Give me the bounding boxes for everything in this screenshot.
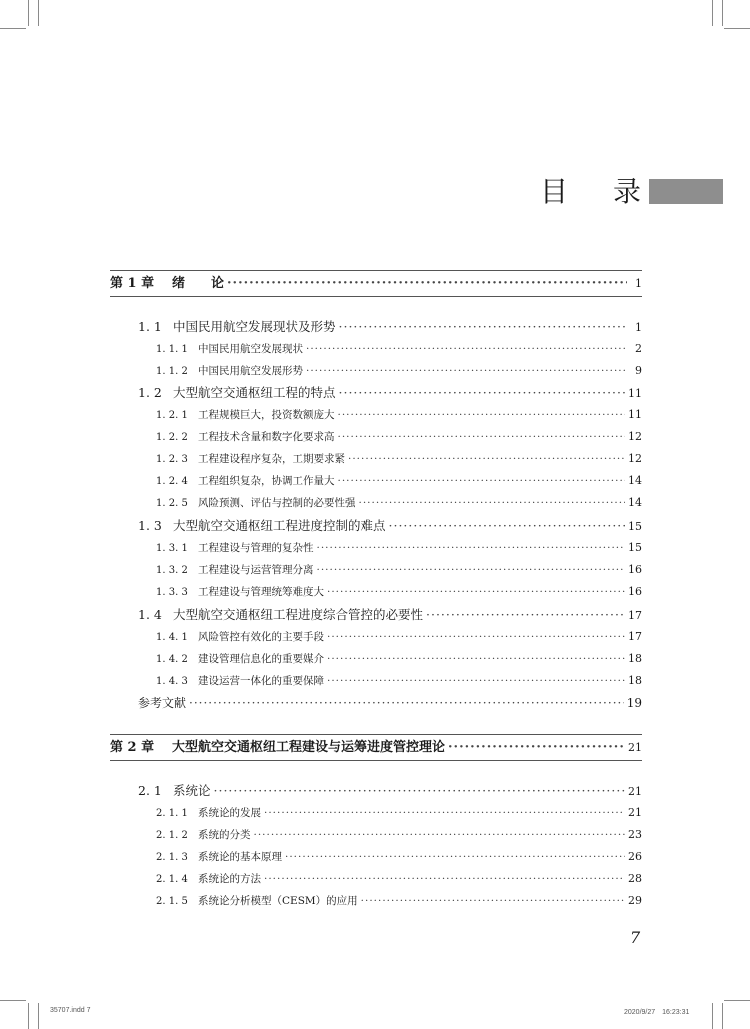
section-number: 1. 4 [138,607,162,622]
toc-subsection-entry[interactable] [110,537,642,559]
crop-mark [38,0,39,26]
leader-dots [264,802,625,824]
toc-section-entry[interactable] [110,316,642,338]
page-ref: 11 [628,408,642,421]
chapter-number: 第 2 章 [110,740,155,755]
leader-dots [227,271,627,297]
leader-dots [348,448,625,470]
subsection-title: 中国民用航空发展形势 [198,365,303,377]
subsection-title: 工程规模巨大，投资数额庞大 [198,409,335,421]
subsection-number: 1. 2. 3 [156,454,188,465]
leader-dots [264,868,625,890]
page-ref: 12 [628,430,642,443]
leader-dots [339,382,625,404]
page-ref: 21 [628,741,642,754]
print-slug-file: 35707.indd 7 [50,1007,91,1014]
toc-subsection-entry[interactable] [110,559,642,581]
subsection-number: 1. 3. 2 [156,565,188,576]
leader-dots [338,404,626,426]
section-title: 大型航空交通枢纽工程进度综合管控的必要性 [173,607,424,622]
page-ref: 29 [628,894,642,907]
subsection-title: 系统论的发展 [198,807,261,819]
leader-dots [317,559,626,581]
toc-subsection-entry[interactable] [110,470,642,492]
toc-subsection-entry[interactable] [110,802,642,824]
toc-references-entry[interactable] [110,692,642,714]
references-title: 参考文献 [138,696,187,710]
subsection-number: 1. 2. 5 [156,498,188,509]
toc-subsection-entry[interactable] [110,581,642,603]
subsection-title: 中国民用航空发展现状 [198,343,303,355]
toc-chapter-entry[interactable] [110,735,642,761]
section-number: 1. 3 [138,518,162,533]
section-number: 1. 2 [138,385,162,400]
page-ref: 15 [628,541,642,554]
leader-dots [339,316,627,338]
page-ref: 1 [635,277,642,290]
subsection-title: 系统论分析模型（CESM）的应用 [198,895,358,907]
chapter-title: 绪 论 [172,276,225,291]
leader-dots [327,581,625,603]
crop-mark [722,0,723,26]
toc-title-char: 目 [540,175,569,208]
leader-dots [327,626,625,648]
page-number: 7 [630,928,641,947]
section-title: 大型航空交通枢纽工程的特点 [173,385,336,400]
subsection-title: 建设运营一体化的重要保障 [198,675,324,687]
leader-dots [338,470,626,492]
toc-subsection-entry[interactable] [110,890,642,912]
page-ref: 18 [628,652,642,665]
toc-subsection-entry[interactable] [110,448,642,470]
subsection-title: 工程建设与管理的复杂性 [198,542,314,554]
subsection-title: 工程组织复杂，协调工作量大 [198,475,335,487]
toc-subsection-entry[interactable] [110,824,642,846]
leader-dots [317,537,626,559]
toc-section-entry[interactable] [110,382,642,404]
crop-mark [724,1000,750,1001]
toc-subsection-entry[interactable] [110,426,642,448]
toc-subsection-entry[interactable] [110,404,642,426]
title-decor-bar [649,179,723,204]
crop-mark [724,28,750,29]
leader-dots [448,735,625,761]
subsection-number: 1. 2. 4 [156,476,188,487]
subsection-title: 系统论的基本原理 [198,851,282,863]
crop-mark [0,1000,26,1001]
leader-dots [214,780,625,802]
chapter-title: 大型航空交通枢纽工程建设与运筹进度管控理论 [172,740,446,755]
page-ref: 1 [635,321,642,334]
toc-subsection-entry[interactable] [110,846,642,868]
page-ref: 16 [628,563,642,576]
section-title: 大型航空交通枢纽工程进度控制的难点 [173,518,386,533]
page-ref: 11 [628,387,642,400]
page-ref: 17 [628,609,642,622]
subsection-number: 1. 2. 2 [156,432,188,443]
crop-mark [28,0,29,26]
subsection-number: 1. 4. 2 [156,654,188,665]
subsection-number: 1. 1. 2 [156,366,188,377]
page-ref: 9 [635,364,642,377]
subsection-title: 工程技术含量和数字化要求高 [198,431,335,443]
section-number: 2. 1 [138,783,162,798]
toc-section-entry[interactable] [110,515,642,537]
toc-subsection-entry[interactable] [110,360,642,382]
crop-mark [0,28,26,29]
toc-subsection-entry[interactable] [110,626,642,648]
subsection-title: 工程建设与运营管理分离 [198,564,314,576]
toc-subsection-entry[interactable] [110,338,642,360]
subsection-title: 工程建设程序复杂，工期要求紧 [198,453,345,465]
subsection-number: 1. 1. 1 [156,344,188,355]
subsection-title: 系统论的方法 [198,873,261,885]
subsection-number: 1. 3. 3 [156,587,188,598]
toc-subsection-entry[interactable] [110,492,642,514]
subsection-number: 2. 1. 5 [156,896,188,907]
toc-subsection-entry[interactable] [110,648,642,670]
page-ref: 17 [628,630,642,643]
subsection-number: 2. 1. 3 [156,852,188,863]
page-ref: 2 [635,342,642,355]
leader-dots [189,692,624,714]
toc-chapter-entry[interactable] [110,271,642,297]
section-number: 1. 1 [138,319,162,334]
subsection-number: 1. 4. 3 [156,676,188,687]
section-title: 系统论 [173,783,211,798]
toc-section-entry[interactable] [110,604,642,626]
subsection-number: 2. 1. 2 [156,830,188,841]
subsection-title: 工程建设与管理统筹难度大 [198,586,324,598]
page-ref: 15 [628,520,642,533]
page-ref: 14 [628,474,642,487]
crop-mark [712,1003,713,1029]
page-ref: 21 [628,785,642,798]
page-ref: 16 [628,585,642,598]
leader-dots [389,515,625,537]
toc-section-entry[interactable] [110,780,642,802]
leader-dots [254,824,626,846]
crop-mark [38,1003,39,1029]
page-ref: 19 [626,696,642,710]
page-ref: 26 [628,850,642,863]
print-slug-timestamp: 2020/9/27 16:23:31 [624,1009,690,1016]
leader-dots [327,648,625,670]
leader-dots [338,426,626,448]
crop-mark [722,1003,723,1029]
subsection-number: 1. 3. 1 [156,543,188,554]
subsection-number: 1. 2. 1 [156,410,188,421]
toc-subsection-entry[interactable] [110,868,642,890]
leader-dots [361,890,625,912]
page-ref: 28 [628,872,642,885]
leader-dots [359,492,626,514]
page-ref: 21 [628,806,642,819]
crop-mark [28,1003,29,1029]
leader-dots [306,338,627,360]
page-ref: 12 [628,452,642,465]
crop-mark [712,0,713,26]
subsection-number: 1. 4. 1 [156,632,188,643]
subsection-title: 风险管控有效化的主要手段 [198,631,324,643]
leader-dots [327,670,625,692]
subsection-title: 系统的分类 [198,829,251,841]
leader-dots [285,846,625,868]
subsection-number: 2. 1. 1 [156,808,188,819]
leader-dots [426,604,625,626]
subsection-number: 2. 1. 4 [156,874,188,885]
chapter-number: 第 1 章 [110,276,155,291]
page-ref: 18 [628,674,642,687]
page-ref: 23 [628,828,642,841]
page-ref: 14 [628,496,642,509]
subsection-title: 风险预测、评估与控制的必要性强 [198,497,356,509]
toc-title-char: 录 [613,175,642,208]
toc-subsection-entry[interactable] [110,670,642,692]
section-title: 中国民用航空发展现状及形势 [173,319,336,334]
subsection-title: 建设管理信息化的重要媒介 [198,653,324,665]
leader-dots [306,360,627,382]
